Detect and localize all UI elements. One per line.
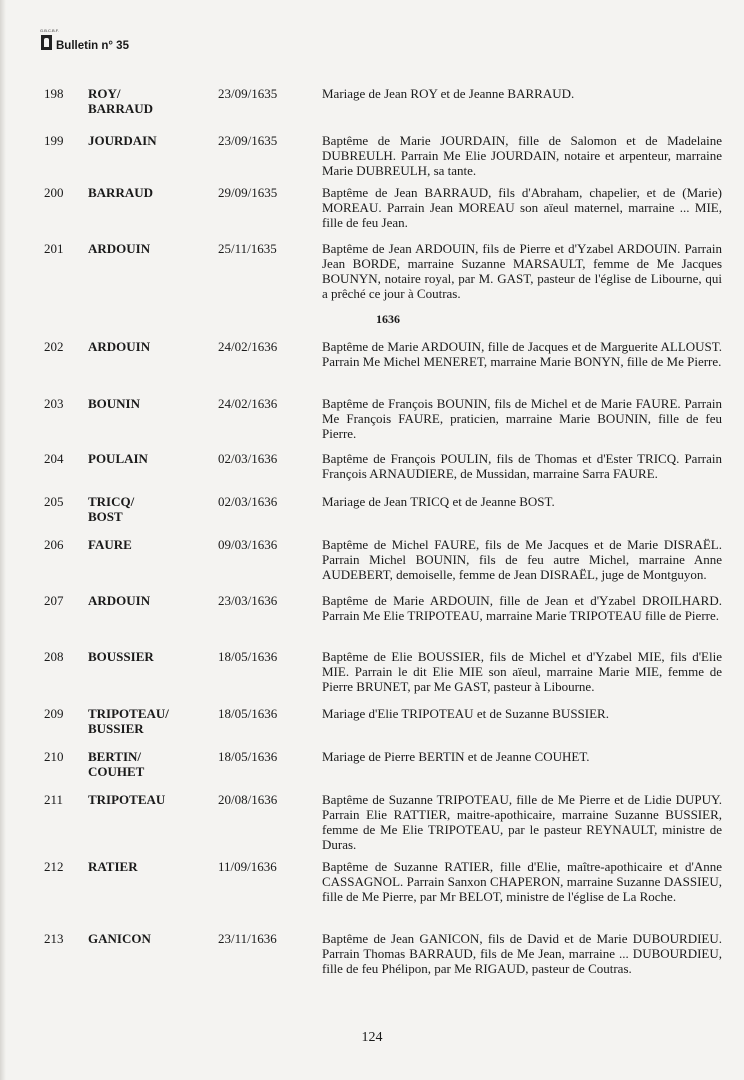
record-date: 29/09/1635 [218, 185, 278, 200]
record-surname: ARDOUIN [88, 241, 151, 256]
record-description: Baptême de François POULIN, fils de Thomas et d'Ester TRICQ. Parrain François ARNAUDIERE, de Mussidan, marraine Sarra FAURE. [322, 451, 722, 481]
record-number: 201 [44, 241, 64, 256]
record-date: 20/08/1636 [218, 792, 278, 807]
record-surname: GANICON [88, 931, 151, 946]
record-description: Baptême de François BOUNIN, fils de Michel et de Marie FAURE. Parrain Me François FAURE, praticien, marraine Marie BOUNIN, fille de feu Pierre. [322, 396, 722, 441]
record-surname: BOUNIN [88, 396, 141, 411]
record-surname: JOURDAIN [88, 133, 157, 148]
record-description: Baptême de Jean GANICON, fils de David et de Marie DUBOURDIEU. Parrain Thomas BARRAUD, fils de Me Jean, marraine ... DUBOURDIEU, fille de feu Phélipon, par Me RIGAUD, pasteur de Coutras. [322, 931, 722, 976]
record-date: 18/05/1636 [218, 749, 278, 764]
record-surname: TRIPOTEAU [88, 792, 166, 807]
record-date: 23/09/1635 [218, 133, 278, 148]
record-surname: BARRAUD [88, 185, 153, 200]
record-description: Baptême de Marie JOURDAIN, fille de Salomon et de Madelaine DUBREULH. Parrain Me Elie JOURDAIN, notaire et arpenteur, marraine Marie DUBREULH, sa tante. [322, 133, 722, 178]
record-description: Baptême de Marie ARDOUIN, fille de Jean et d'Yzabel DROILHARD. Parrain Me Elie TRIPOTEAU, marraine Marie TRIPOTEAU fille de Pierre. [322, 593, 722, 623]
logo-caption: G.B.C.B.F. [40, 28, 59, 33]
record-date: 11/09/1636 [218, 859, 277, 874]
record-description: Baptême de Marie ARDOUIN, fille de Jacques et de Marguerite ALLOUST. Parrain Me Michel MENERET, marraine Marie BONYN, fille de Me Pierre. [322, 339, 722, 369]
record-number: 203 [44, 396, 64, 411]
record-date: 09/03/1636 [218, 537, 278, 552]
page-edge-shadow [0, 0, 6, 1080]
record-date: 24/02/1636 [218, 339, 278, 354]
record-surname: FAURE [88, 537, 132, 552]
record-date: 02/03/1636 [218, 494, 278, 509]
record-number: 212 [44, 859, 64, 874]
record-description: Mariage de Jean TRICQ et de Jeanne BOST. [322, 494, 555, 509]
record-number: 213 [44, 931, 64, 946]
record-description: Baptême de Michel FAURE, fils de Me Jacques et de Marie DISRAËL. Parrain Michel BOUNIN, fils de feu autre Michel, marraine Anne AUDEBERT, demoiselle, femme de Jean DISRAËL, juge de Montguyon. [322, 537, 722, 582]
record-surname: POULAIN [88, 451, 148, 466]
record-description: Mariage de Jean ROY et de Jeanne BARRAUD. [322, 86, 575, 101]
page-header [40, 28, 129, 52]
record-number: 206 [44, 537, 64, 552]
record-surname: ROY/ BARRAUD [88, 86, 153, 116]
record-date: 18/05/1636 [218, 706, 278, 721]
record-date: 23/03/1636 [218, 593, 278, 608]
record-number: 211 [44, 792, 64, 807]
record-date: 02/03/1636 [218, 451, 278, 466]
record-surname: ARDOUIN [88, 339, 151, 354]
record-description: Baptême de Jean ARDOUIN, fils de Pierre et d'Yzabel ARDOUIN. Parrain Jean BORDE, marraine Suzanne MARSAULT, femme de Me Jacques BOUNYN, notaire royal, par M. GAST, pasteur de l'église de Libourne, qui a prêché ce jour à Coutras. [322, 241, 722, 301]
record-description: Baptême de Elie BOUSSIER, fils de Michel et d'Yzabel MIE, fils d'Elie MIE. Parrain le dit Elie MIE son aïeul, marraine Marie MIE, femme de Pierre BRUNET, par Me GAST, pasteur à Libourne. [322, 649, 722, 694]
record-number: 205 [44, 494, 64, 509]
record-number: 202 [44, 339, 64, 354]
record-description: Baptême de Suzanne TRIPOTEAU, fille de Me Pierre et de Lidie DUPUY. Parrain Elie RATTIER, maitre-apothicaire, marraine Suzanne BUSSIER, femme de Me Elie TRIPOTEAU, par le pasteur REYNAULT, ministre de Duras. [322, 792, 722, 852]
record-surname: TRICQ/ BOST [88, 494, 135, 524]
record-number: 198 [44, 86, 64, 101]
record-date: 18/05/1636 [218, 649, 278, 664]
society-logo [40, 28, 59, 52]
logo-emblem-icon [41, 35, 52, 50]
record-surname: TRIPOTEAU/ BUSSIER [88, 706, 169, 736]
record-number: 210 [44, 749, 64, 764]
record-number: 204 [44, 451, 64, 466]
record-date: 23/09/1635 [218, 86, 278, 101]
record-number: 209 [44, 706, 64, 721]
record-date: 24/02/1636 [218, 396, 278, 411]
bulletin-number: Bulletin n° 35 [56, 40, 129, 52]
record-surname: ARDOUIN [88, 593, 151, 608]
record-number: 207 [44, 593, 64, 608]
record-surname: RATIER [88, 859, 138, 874]
record-description: Mariage de Pierre BERTIN et de Jeanne COUHET. [322, 749, 590, 764]
record-description: Baptême de Jean BARRAUD, fils d'Abraham, chapelier, et de (Marie) MOREAU. Parrain Jean MOREAU son aïeul maternel, marraine ... MIE, fille de feu Jean. [322, 185, 722, 230]
record-surname: BERTIN/ COUHET [88, 749, 145, 779]
year-heading: 1636 [376, 312, 400, 326]
record-description: Mariage d'Elie TRIPOTEAU et de Suzanne BUSSIER. [322, 706, 609, 721]
record-number: 208 [44, 649, 64, 664]
record-date: 23/11/1636 [218, 931, 277, 946]
record-date: 25/11/1635 [218, 241, 277, 256]
record-number: 199 [44, 133, 64, 148]
record-number: 200 [44, 185, 64, 200]
record-surname: BOUSSIER [88, 649, 154, 664]
record-description: Baptême de Suzanne RATIER, fille d'Elie, maître-apothicaire et d'Anne CASSAGNOL. Parrain Sanxon CHAPERON, marraine Suzanne DASSIEU, fille de Me Pierre, par Mr BELOT, ministre de l'église de La Roche. [322, 859, 722, 904]
page-number: 124 [361, 1030, 383, 1045]
